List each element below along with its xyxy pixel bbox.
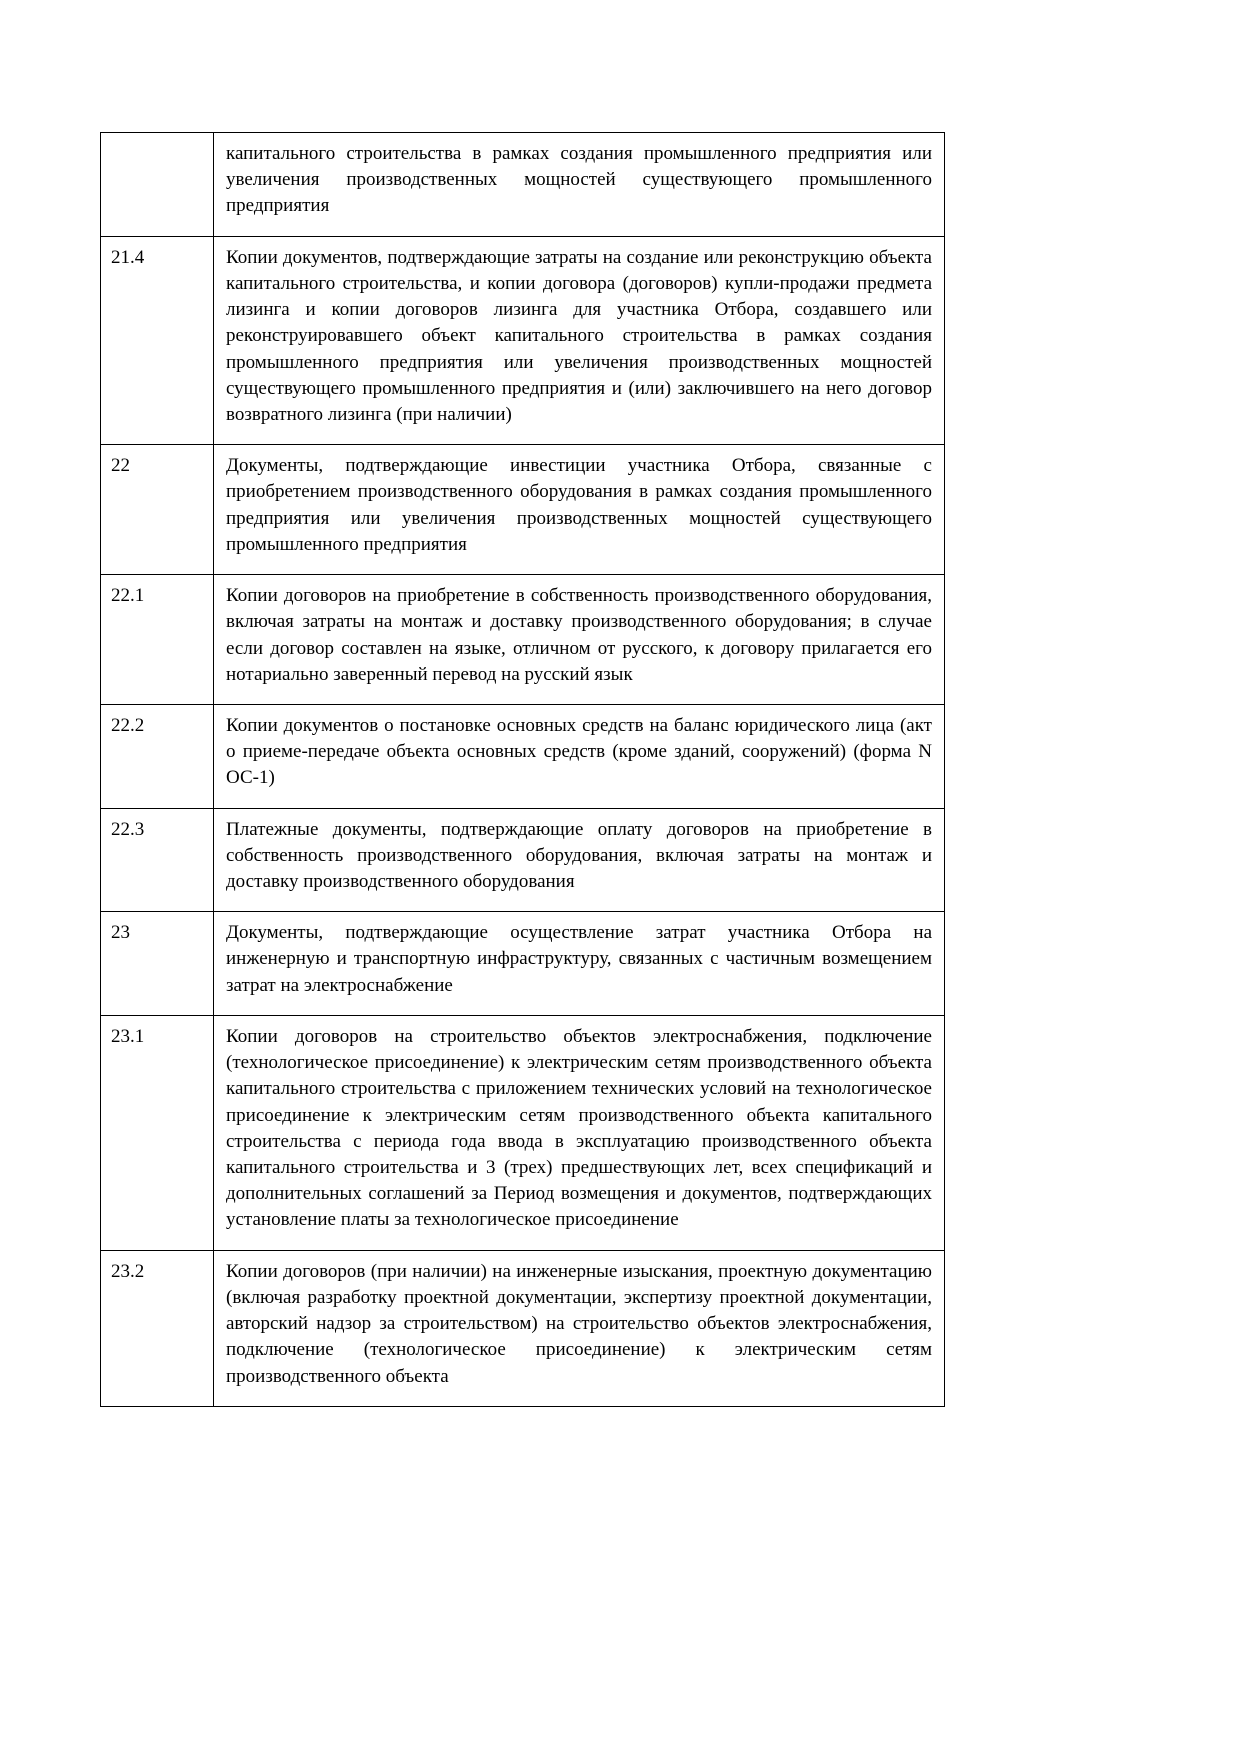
- row-number-cell: 22.1: [101, 575, 214, 705]
- row-text-cell: Копии договоров (при наличии) на инженерные изыскания, проектную документацию (включая разработку проектной документации, экспертизу проектной документации, авторский надзор за строительством) на строительство объектов электроснабжения, подключение (технологическое присоединение) к электрическим сетям производственного объекта: [214, 1250, 945, 1406]
- row-text-cell: Документы, подтверждающие инвестиции участника Отбора, связанные с приобретением производственного оборудования в рамках создания промышленного предприятия или увеличения производственных мощностей существующего промышленного предприятия: [214, 445, 945, 575]
- row-text-cell: Копии договоров на приобретение в собственность производственного оборудования, включая затраты на монтаж и доставку производственного оборудования; в случае если договор составлен на языке, отличном от русского, к договору прилагается его нотариально заверенный перевод на русский язык: [214, 575, 945, 705]
- table-row: [101, 808, 945, 912]
- table-row: [101, 236, 945, 445]
- row-text-cell: Платежные документы, подтверждающие оплату договоров на приобретение в собственность производственного оборудования, включая затраты на монтаж и доставку производственного оборудования: [214, 808, 945, 912]
- row-number-cell: 22.3: [101, 808, 214, 912]
- table-row: [101, 133, 945, 237]
- table-row: [101, 445, 945, 575]
- row-text-cell: Документы, подтверждающие осуществление затрат участника Отбора на инженерную и транспортную инфраструктуру, связанных с частичным возмещением затрат на электроснабжение: [214, 912, 945, 1016]
- row-number-cell: 23: [101, 912, 214, 1016]
- row-number-cell: 23.2: [101, 1250, 214, 1406]
- row-number-cell: 22: [101, 445, 214, 575]
- row-number-cell: 21.4: [101, 236, 214, 445]
- row-text-cell: капитального строительства в рамках создания промышленного предприятия или увеличения производственных мощностей существующего промышленного предприятия: [214, 133, 945, 237]
- table-row: [101, 912, 945, 1016]
- row-number-cell: [101, 133, 214, 237]
- row-text-cell: Копии документов, подтверждающие затраты на создание или реконструкцию объекта капитального строительства, и копии договора (договоров) купли-продажи предмета лизинга и копии договоров лизинга для участника Отбора, создавшего или реконструировавшего объект капитального строительства в рамках создания промышленного предприятия или увеличения производственных мощностей существующего промышленного предприятия и (или) заключившего на него договор возвратного лизинга (при наличии): [214, 236, 945, 445]
- row-text-cell: Копии документов о постановке основных средств на баланс юридического лица (акт о приеме-передаче объекта основных средств (кроме зданий, сооружений) (форма N ОС-1): [214, 704, 945, 808]
- row-number-cell: 23.1: [101, 1015, 214, 1250]
- row-number-cell: 22.2: [101, 704, 214, 808]
- table-row: [101, 1250, 945, 1406]
- document-table-body: [101, 133, 945, 1407]
- row-text-cell: Копии договоров на строительство объектов электроснабжения, подключение (технологическое присоединение) к электрическим сетям производственного объекта капитального строительства с приложением технических условий на технологическое присоединение к электрическим сетям производственного объекта капитального строительства с периода года ввода в эксплуатацию производственного объекта капитального строительства и 3 (трех) предшествующих лет, всех спецификаций и дополнительных соглашений за Период возмещения и документов, подтверждающих установление платы за технологическое присоединение: [214, 1015, 945, 1250]
- document-table: [100, 132, 945, 1407]
- table-row: [101, 575, 945, 705]
- table-row: [101, 704, 945, 808]
- table-row: [101, 1015, 945, 1250]
